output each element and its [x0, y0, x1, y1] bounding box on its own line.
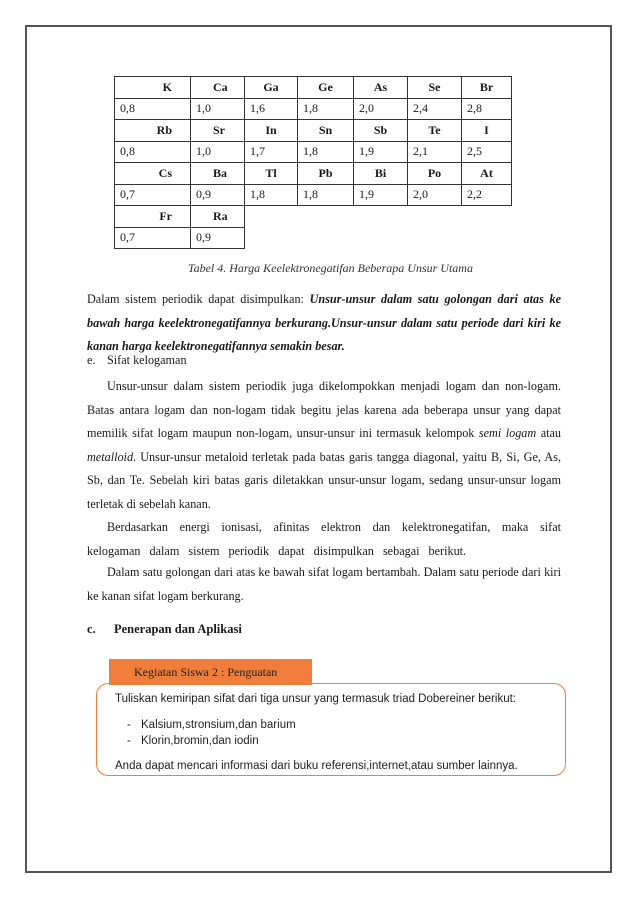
activity-note: Anda dapat mencari informasi dari buku referensi,internet,atau sumber lainnya. [115, 760, 518, 772]
table-cell: At [462, 163, 512, 185]
table-cell: As [354, 77, 408, 99]
table-cell: 1,0 [191, 141, 245, 163]
section-c-label: c. [87, 622, 96, 636]
table-cell: 1,7 [245, 141, 298, 163]
text-run: . Unsur-unsur metaloid terletak pada batas garis tangga diagonal, yaitu B, Si, Ge, As, Sb, dan Te. Sebelah kiri batas garis diletakkan unsur-unsur logam, sedang unsur-unsur logam terletak di sebelah kanan. [87, 449, 561, 511]
table-row-values [115, 141, 512, 163]
table-cell: Ca [191, 77, 245, 99]
table-cell: Fr [115, 206, 191, 228]
table-cell: 0,8 [115, 141, 191, 163]
table-cell: 0,8 [115, 98, 191, 120]
table-cell: Sr [191, 120, 245, 142]
table-cell: 2,2 [462, 184, 512, 206]
table-cell: 0,7 [115, 227, 191, 249]
table-cell: Ra [191, 206, 245, 228]
table-row-symbols [115, 206, 512, 228]
table-cell: 1,8 [245, 184, 298, 206]
table-row-symbols [115, 163, 512, 185]
paragraph-ionization: Berdasarkan energi ionisasi, afinitas elektron dan kelektronegatifan, maka sifat kelogaman dalam sistem periodik dapat disimpulkan sebagai berikut. [87, 520, 561, 558]
table-cell: 2,1 [408, 141, 462, 163]
table-cell: 1,9 [354, 141, 408, 163]
table-cell: Cs [115, 163, 191, 185]
section-c-heading [87, 622, 242, 637]
table-cell: 2,8 [462, 98, 512, 120]
electronegativity-table [114, 76, 512, 249]
table-cell: Sb [354, 120, 408, 142]
italic-term: metalloid [87, 449, 134, 464]
text-run: atau [536, 426, 561, 440]
table-cell: Ga [245, 77, 298, 99]
table-cell: 2,5 [462, 141, 512, 163]
list-item-text: Kalsium,stronsium,dan barium [141, 719, 296, 731]
table-cell-empty [245, 227, 298, 249]
table-cell: 1,0 [191, 98, 245, 120]
table-row-values [115, 184, 512, 206]
table-cell-empty [462, 227, 512, 249]
table-cell-empty [298, 227, 354, 249]
table-row-symbols [115, 77, 512, 99]
table-cell: 1,9 [354, 184, 408, 206]
table-cell: Ge [298, 77, 354, 99]
table-row-values [115, 98, 512, 120]
table-cell: Rb [115, 120, 191, 142]
table-cell: Po [408, 163, 462, 185]
table-cell: Tl [245, 163, 298, 185]
paragraph-conclusion [87, 288, 561, 359]
table-cell: Ba [191, 163, 245, 185]
table-cell: 0,7 [115, 184, 191, 206]
table-cell-empty [408, 206, 462, 228]
section-e-title: Sifat kelogaman [107, 353, 187, 367]
table-caption: Tabel 4. Harga Keelektronegatifan Beberapa Unsur Utama [188, 261, 473, 275]
italic-term: semi logam [478, 426, 537, 440]
activity-header: Kegiatan Siswa 2 : Penguatan [109, 659, 312, 685]
table-cell-empty [462, 206, 512, 228]
table-cell: 2,0 [408, 184, 462, 206]
table-cell: 1,8 [298, 184, 354, 206]
list-item-text: Klorin,bromin,dan iodin [141, 735, 259, 747]
table-cell: Br [462, 77, 512, 99]
table-cell: 1,8 [298, 141, 354, 163]
paragraph-metal-trend: Dalam satu golongan dari atas ke bawah sifat logam bertambah. Dalam satu periode dari kiri ke kanan sifat logam berkurang. [87, 565, 561, 603]
text-run: Unsur-unsur dalam sistem periodik juga dikelompokkan menjadi logam dan non-logam. Batas antara logam dan non-logam tidak begitu jelas karena ada beberapa unsur yang dapat memilik sifat logam maupun non-logam, unsur-unsur ini termasuk kelompok [87, 379, 561, 440]
table-cell: Sn [298, 120, 354, 142]
table-cell: Bi [354, 163, 408, 185]
table-cell: 1,8 [298, 98, 354, 120]
bullet: - [127, 735, 131, 747]
table-cell: 2,0 [354, 98, 408, 120]
table-cell: 1,6 [245, 98, 298, 120]
table-cell-empty [298, 206, 354, 228]
bullet: - [127, 719, 131, 731]
table-cell: I [462, 120, 512, 142]
table-cell-empty [354, 227, 408, 249]
table-row-symbols [115, 120, 512, 142]
list-item [127, 735, 259, 747]
paragraph-lead: Dalam sistem periodik dapat disimpulkan: [87, 292, 310, 306]
table-cell-empty [245, 206, 298, 228]
table-cell: 2,4 [408, 98, 462, 120]
table-cell: 0,9 [191, 184, 245, 206]
table-row-values [115, 227, 512, 249]
table-cell-empty [354, 206, 408, 228]
paragraph-emphasis: Unsur-unsur dalam satu golongan dari atas ke bawah harga keelektronegatifannya berkurang.Unsur-unsur dalam satu periode dari kiri ke kanan harga keelektronegatifannya semakin besar. [87, 292, 561, 353]
paragraph-metalloid [87, 375, 561, 516]
activity-instruction: Tuliskan kemiripan sifat dari tiga unsur yang termasuk triad Dobereiner berikut: [115, 693, 516, 705]
table-cell: Se [408, 77, 462, 99]
section-c-title: Penerapan dan Aplikasi [114, 622, 242, 636]
table-cell: Pb [298, 163, 354, 185]
section-e-heading [87, 353, 187, 368]
table-cell: In [245, 120, 298, 142]
activity-box [96, 683, 566, 776]
table-cell: 0,9 [191, 227, 245, 249]
section-e-label: e. [87, 353, 96, 367]
table-cell-empty [408, 227, 462, 249]
list-item [127, 719, 296, 731]
table-cell: K [115, 77, 191, 99]
table-cell: Te [408, 120, 462, 142]
